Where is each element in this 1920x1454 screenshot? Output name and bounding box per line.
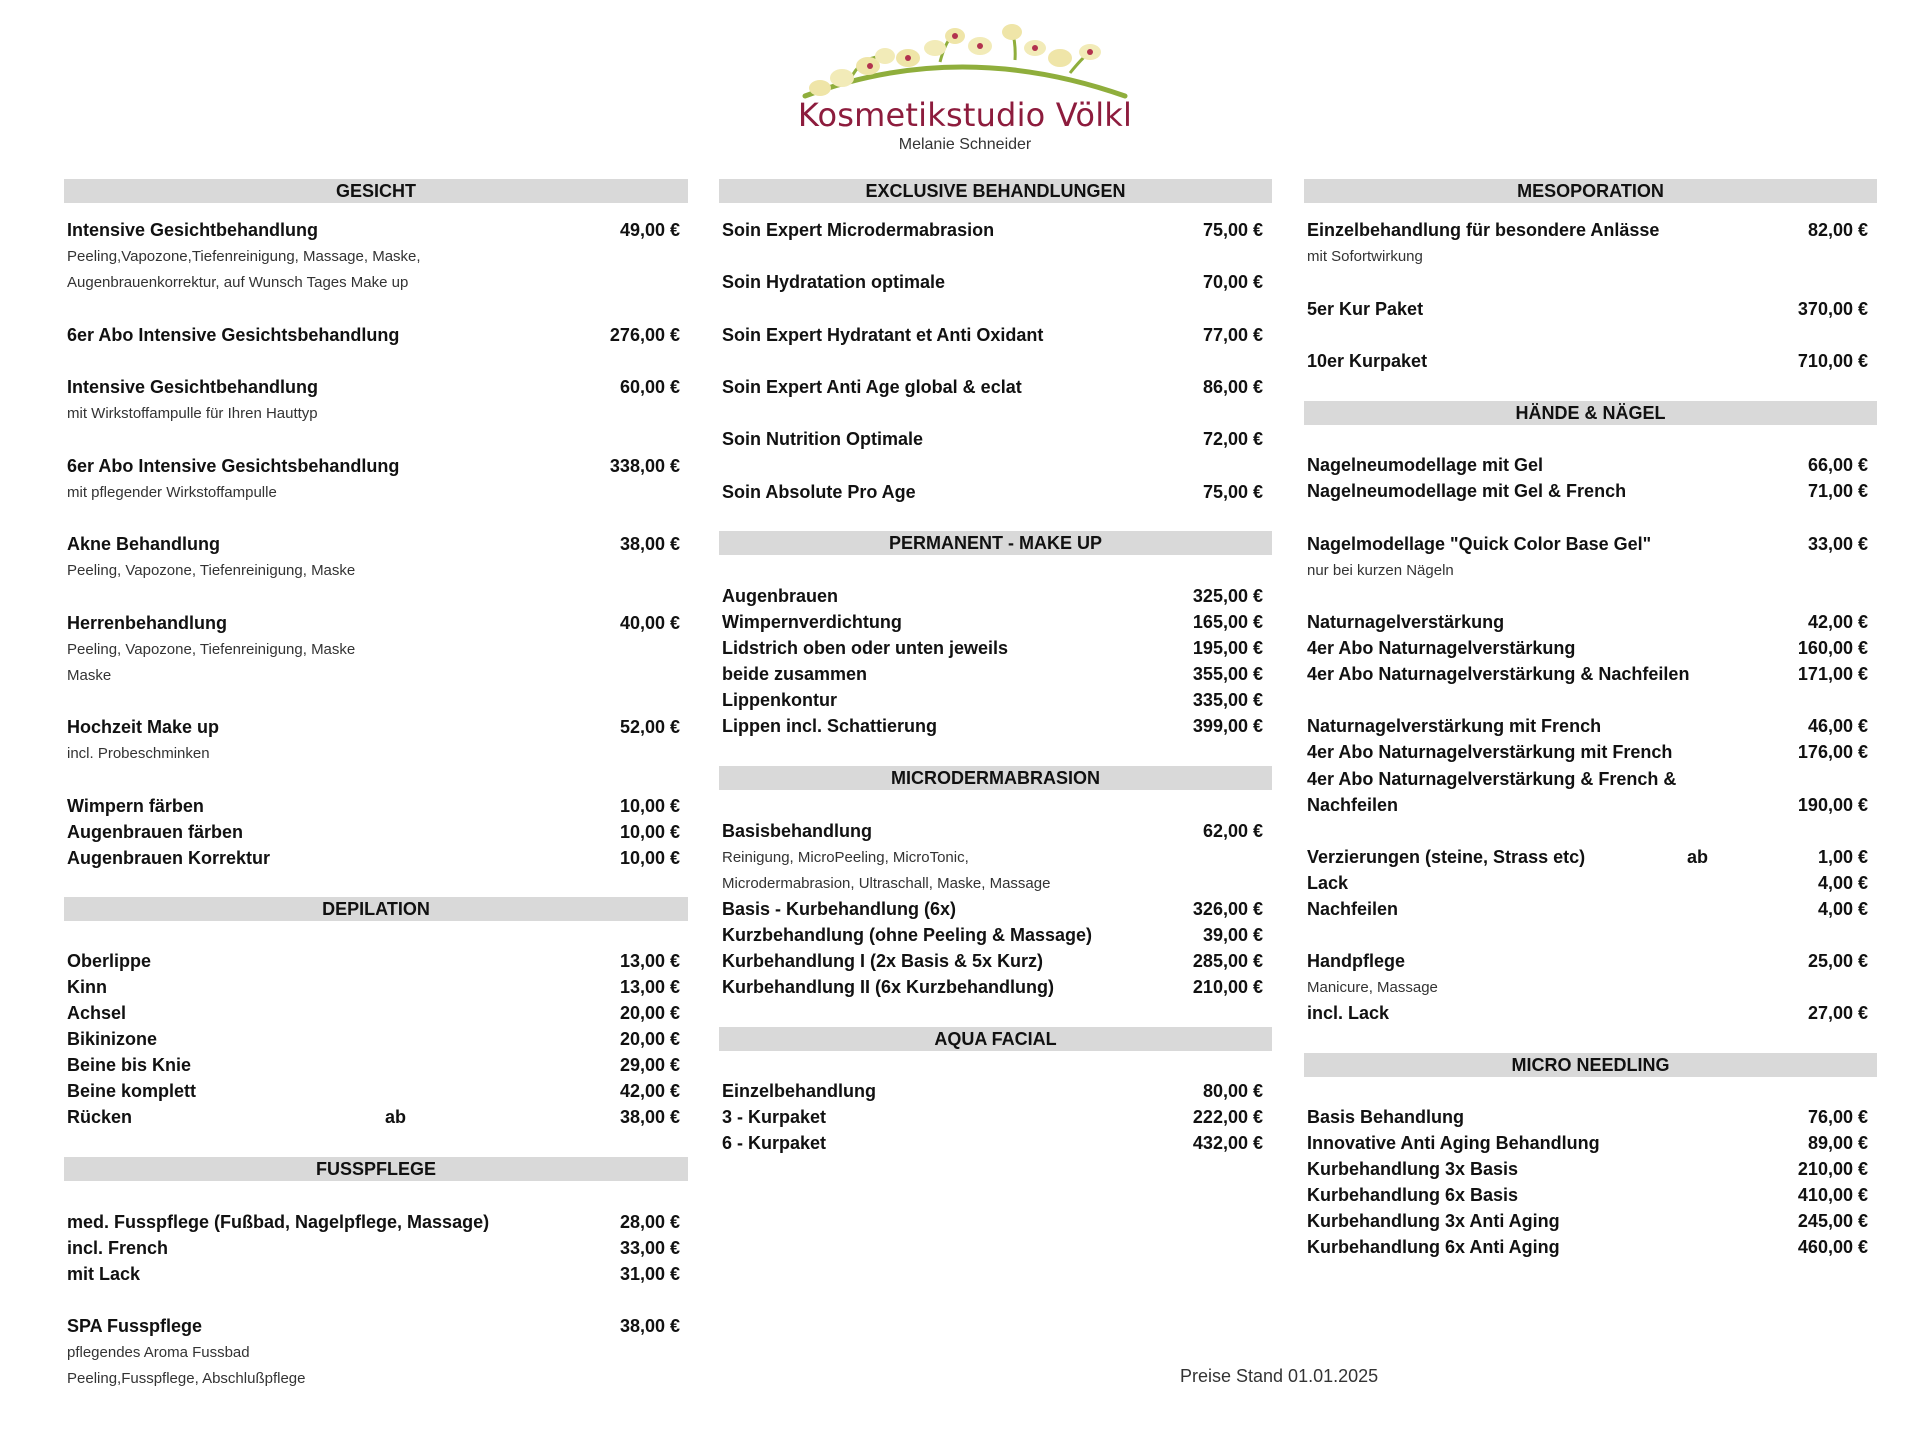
service-name: SPA Fusspflege bbox=[67, 1316, 203, 1336]
price-row bbox=[722, 818, 1263, 844]
service-name: Oberlippe bbox=[67, 951, 152, 971]
service-price: 210,00 € bbox=[1192, 977, 1263, 997]
service-price: 4,00 € bbox=[1817, 873, 1868, 893]
service-price: 13,00 € bbox=[619, 951, 680, 971]
service-price: 62,00 € bbox=[1202, 821, 1263, 841]
service-price: 4,00 € bbox=[1817, 899, 1868, 919]
service-name: 3 - Kurpaket bbox=[722, 1107, 827, 1127]
service-price: 176,00 € bbox=[1797, 742, 1868, 762]
service-price: 195,00 € bbox=[1192, 638, 1263, 658]
service-name: Soin Expert Anti Age global & eclat bbox=[722, 377, 1022, 397]
service-price: 27,00 € bbox=[1807, 1003, 1868, 1023]
service-price: 410,00 € bbox=[1797, 1185, 1868, 1205]
service-name: 4er Abo Naturnagelverstärkung & Nachfeilen bbox=[1307, 664, 1690, 684]
studio-logo bbox=[790, 18, 1140, 158]
service-name: Herrenbehandlung bbox=[67, 613, 228, 633]
service-name: med. Fusspflege (Fußbad, Nagelpflege, Massage) bbox=[67, 1212, 490, 1232]
service-description: incl. Probeschminken bbox=[67, 745, 210, 762]
price-row bbox=[722, 948, 1263, 974]
price-row bbox=[722, 635, 1263, 661]
service-price: 72,00 € bbox=[1202, 429, 1263, 449]
service-price: 335,00 € bbox=[1192, 690, 1263, 710]
service-description: Maske bbox=[67, 667, 112, 684]
service-name: Wimpern färben bbox=[67, 796, 204, 816]
service-name: Basis - Kurbehandlung (6x) bbox=[722, 899, 957, 919]
service-price: 52,00 € bbox=[619, 717, 680, 737]
service-name: Augenbrauen färben bbox=[67, 822, 244, 842]
price-row bbox=[722, 1078, 1263, 1104]
service-name: beide zusammen bbox=[722, 664, 868, 684]
service-price: 325,00 € bbox=[1192, 586, 1263, 606]
price-row bbox=[722, 374, 1263, 400]
price-row bbox=[1307, 1130, 1868, 1156]
price-from-label: ab bbox=[1687, 847, 1709, 867]
price-row bbox=[1307, 792, 1868, 818]
price-row bbox=[1307, 713, 1868, 739]
price-row bbox=[1307, 452, 1868, 478]
price-row bbox=[1307, 1182, 1868, 1208]
service-name: Intensive Gesichtbehandlung bbox=[67, 377, 319, 397]
price-row bbox=[722, 922, 1263, 948]
service-price: 77,00 € bbox=[1202, 325, 1263, 345]
service-name: Basis Behandlung bbox=[1307, 1107, 1465, 1127]
price-row bbox=[67, 322, 680, 348]
section-header-haende-naegel: HÄNDE & NÄGEL bbox=[1304, 401, 1877, 425]
price-row bbox=[722, 687, 1263, 713]
service-name: Nagelmodellage "Quick Color Base Gel" bbox=[1307, 534, 1652, 554]
service-price: 71,00 € bbox=[1807, 481, 1868, 501]
price-row bbox=[722, 896, 1263, 922]
section-header-aqua-facial: AQUA FACIAL bbox=[719, 1027, 1272, 1051]
service-name: Kurbehandlung 6x Anti Aging bbox=[1307, 1237, 1560, 1257]
service-price: 245,00 € bbox=[1797, 1211, 1868, 1231]
service-description: mit pflegender Wirkstoffampulle bbox=[67, 484, 277, 501]
service-description: Manicure, Massage bbox=[1307, 979, 1438, 996]
service-price: 10,00 € bbox=[619, 822, 680, 842]
service-name: Kurbehandlung 3x Basis bbox=[1307, 1159, 1519, 1179]
service-description: Peeling, Vapozone, Tiefenreinigung, Maske bbox=[67, 641, 356, 658]
price-row bbox=[67, 610, 680, 636]
service-name: Augenbrauen Korrektur bbox=[67, 848, 271, 868]
price-row bbox=[1307, 1234, 1868, 1260]
price-row bbox=[1307, 635, 1868, 661]
service-name: Nagelneumodellage mit Gel bbox=[1307, 455, 1544, 475]
service-name: Einzelbehandlung für besondere Anlässe bbox=[1307, 220, 1660, 240]
section-header-microdermabrasion: MICRODERMABRASION bbox=[719, 766, 1272, 790]
service-name: Soin Absolute Pro Age bbox=[722, 482, 916, 502]
owner-name: Melanie Schneider bbox=[898, 136, 1032, 153]
service-price: 70,00 € bbox=[1202, 272, 1263, 292]
service-price: 1,00 € bbox=[1817, 847, 1868, 867]
price-row bbox=[67, 531, 680, 557]
service-name: Kurbehandlung 6x Basis bbox=[1307, 1185, 1519, 1205]
service-price: 370,00 € bbox=[1797, 299, 1868, 319]
price-row bbox=[1307, 661, 1868, 687]
service-name: Nachfeilen bbox=[1307, 899, 1399, 919]
service-price: 33,00 € bbox=[1807, 534, 1868, 554]
section-header-gesicht: GESICHT bbox=[64, 179, 688, 203]
service-price: 29,00 € bbox=[619, 1055, 680, 1075]
service-price: 355,00 € bbox=[1192, 664, 1263, 684]
service-description: nur bei kurzen Nägeln bbox=[1307, 562, 1454, 579]
service-price: 165,00 € bbox=[1192, 612, 1263, 632]
service-name: Lidstrich oben oder unten jeweils bbox=[722, 638, 1009, 658]
price-row bbox=[67, 819, 680, 845]
service-name: Soin Nutrition Optimale bbox=[722, 429, 923, 449]
service-price: 89,00 € bbox=[1807, 1133, 1868, 1153]
service-price: 171,00 € bbox=[1797, 664, 1868, 684]
service-name: Nagelneumodellage mit Gel & French bbox=[1307, 481, 1627, 501]
service-name: 4er Abo Naturnagelverstärkung mit French bbox=[1307, 742, 1673, 762]
service-description: Microdermabrasion, Ultraschall, Maske, Massage bbox=[722, 875, 1051, 892]
service-price: 10,00 € bbox=[619, 796, 680, 816]
service-name: Kurbehandlung 3x Anti Aging bbox=[1307, 1211, 1560, 1231]
service-price: 40,00 € bbox=[619, 613, 680, 633]
service-price: 432,00 € bbox=[1192, 1133, 1263, 1153]
service-price: 710,00 € bbox=[1797, 351, 1868, 371]
service-price: 222,00 € bbox=[1192, 1107, 1263, 1127]
section-header-depilation: DEPILATION bbox=[64, 897, 688, 921]
service-price: 33,00 € bbox=[619, 1238, 680, 1258]
service-price: 76,00 € bbox=[1807, 1107, 1868, 1127]
service-price: 285,00 € bbox=[1192, 951, 1263, 971]
service-description: Augenbrauenkorrektur, auf Wunsch Tages Make up bbox=[67, 274, 409, 291]
service-name: 4er Abo Naturnagelverstärkung bbox=[1307, 638, 1576, 658]
service-name: Kurbehandlung I (2x Basis & 5x Kurz) bbox=[722, 951, 1044, 971]
service-price: 460,00 € bbox=[1797, 1237, 1868, 1257]
service-description: mit Sofortwirkung bbox=[1307, 248, 1423, 265]
price-row bbox=[722, 583, 1263, 609]
service-name: Handpflege bbox=[1307, 951, 1406, 971]
price-row bbox=[722, 217, 1263, 243]
price-row bbox=[1307, 609, 1868, 635]
price-row bbox=[722, 426, 1263, 452]
service-name: Soin Expert Hydratant et Anti Oxidant bbox=[722, 325, 1044, 345]
service-price: 82,00 € bbox=[1807, 220, 1868, 240]
price-row bbox=[67, 217, 680, 243]
service-price: 13,00 € bbox=[619, 977, 680, 997]
service-name: incl. Lack bbox=[1307, 1003, 1390, 1023]
price-row bbox=[722, 609, 1263, 635]
service-name: Intensive Gesichtbehandlung bbox=[67, 220, 319, 240]
service-name: 4er Abo Naturnagelverstärkung & French & bbox=[1307, 769, 1677, 789]
orchid-branch-icon bbox=[790, 18, 1140, 108]
service-name: Lippen incl. Schattierung bbox=[722, 716, 938, 736]
price-row bbox=[1307, 531, 1868, 557]
price-row bbox=[67, 714, 680, 740]
price-row bbox=[67, 845, 680, 871]
price-row bbox=[722, 1130, 1263, 1156]
price-row bbox=[1307, 217, 1868, 243]
service-price: 75,00 € bbox=[1202, 482, 1263, 502]
section-header-mesoporation: MESOPORATION bbox=[1304, 179, 1877, 203]
service-name: Einzelbehandlung bbox=[722, 1081, 877, 1101]
section-header-exclusive: EXCLUSIVE BEHANDLUNGEN bbox=[719, 179, 1272, 203]
price-row bbox=[722, 713, 1263, 739]
service-price: 38,00 € bbox=[619, 1107, 680, 1127]
price-row bbox=[67, 948, 680, 974]
service-price: 338,00 € bbox=[609, 456, 680, 476]
price-row bbox=[722, 974, 1263, 1000]
service-name: Kinn bbox=[67, 977, 107, 997]
price-row bbox=[67, 1235, 680, 1261]
service-price: 20,00 € bbox=[619, 1003, 680, 1023]
service-name: Beine bis Knie bbox=[67, 1055, 192, 1075]
price-row bbox=[67, 1026, 680, 1052]
service-price: 160,00 € bbox=[1797, 638, 1868, 658]
price-row bbox=[67, 374, 680, 400]
service-price: 75,00 € bbox=[1202, 220, 1263, 240]
service-price: 66,00 € bbox=[1807, 455, 1868, 475]
service-price: 49,00 € bbox=[619, 220, 680, 240]
service-price: 10,00 € bbox=[619, 848, 680, 868]
service-price: 20,00 € bbox=[619, 1029, 680, 1049]
price-row bbox=[1307, 766, 1868, 792]
service-name: Lippenkontur bbox=[722, 690, 837, 710]
service-price: 86,00 € bbox=[1202, 377, 1263, 397]
service-name: Lack bbox=[1307, 873, 1349, 893]
service-name: Hochzeit Make up bbox=[67, 717, 220, 737]
service-name: Soin Expert Microdermabrasion bbox=[722, 220, 995, 240]
service-price: 276,00 € bbox=[609, 325, 680, 345]
service-name: Wimpernverdichtung bbox=[722, 612, 902, 632]
price-row bbox=[1307, 948, 1868, 974]
service-name: 5er Kur Paket bbox=[1307, 299, 1424, 319]
service-name: Innovative Anti Aging Behandlung bbox=[1307, 1133, 1600, 1153]
price-row bbox=[67, 453, 680, 479]
price-row bbox=[1307, 870, 1868, 896]
service-description: Peeling,Vapozone,Tiefenreinigung, Massage, Maske, bbox=[67, 248, 421, 265]
service-price: 210,00 € bbox=[1797, 1159, 1868, 1179]
service-name: Kurbehandlung II (6x Kurzbehandlung) bbox=[722, 977, 1054, 997]
price-row bbox=[67, 1104, 680, 1130]
service-price: 39,00 € bbox=[1202, 925, 1263, 945]
service-name: Rücken bbox=[67, 1107, 133, 1127]
price-date-footer: Preise Stand 01.01.2025 bbox=[1180, 1366, 1379, 1386]
section-header-fusspflege: FUSSPFLEGE bbox=[64, 1157, 688, 1181]
service-name: Soin Hydratation optimale bbox=[722, 272, 946, 292]
service-name: 6er Abo Intensive Gesichtsbehandlung bbox=[67, 325, 400, 345]
service-price: 38,00 € bbox=[619, 1316, 680, 1336]
price-row bbox=[1307, 844, 1868, 870]
price-row bbox=[1307, 1156, 1868, 1182]
service-name: 6 - Kurpaket bbox=[722, 1133, 827, 1153]
service-price: 46,00 € bbox=[1807, 716, 1868, 736]
section-header-permanent-makeup: PERMANENT - MAKE UP bbox=[719, 531, 1272, 555]
price-row bbox=[67, 1313, 680, 1339]
price-from-label: ab bbox=[385, 1107, 407, 1127]
price-row bbox=[722, 479, 1263, 505]
service-price: 38,00 € bbox=[619, 534, 680, 554]
service-name: Beine komplett bbox=[67, 1081, 197, 1101]
service-description: Peeling, Vapozone, Tiefenreinigung, Maske bbox=[67, 562, 356, 579]
service-description: Reinigung, MicroPeeling, MicroTonic, bbox=[722, 849, 969, 866]
service-name: Basisbehandlung bbox=[722, 821, 873, 841]
price-row bbox=[67, 1052, 680, 1078]
service-price: 399,00 € bbox=[1192, 716, 1263, 736]
service-price: 80,00 € bbox=[1202, 1081, 1263, 1101]
service-description: mit Wirkstoffampulle für Ihren Hauttyp bbox=[67, 405, 318, 422]
service-name: Kurzbehandlung (ohne Peeling & Massage) bbox=[722, 925, 1093, 945]
price-row bbox=[67, 974, 680, 1000]
service-name: Achsel bbox=[67, 1003, 127, 1023]
service-name: Augenbrauen bbox=[722, 586, 839, 606]
price-row bbox=[722, 269, 1263, 295]
service-name: Verzierungen (steine, Strass etc) bbox=[1307, 847, 1586, 867]
service-name: Naturnagelverstärkung mit French bbox=[1307, 716, 1602, 736]
service-name: incl. French bbox=[67, 1238, 169, 1258]
price-row bbox=[1307, 1104, 1868, 1130]
price-row bbox=[67, 793, 680, 819]
service-price: 42,00 € bbox=[619, 1081, 680, 1101]
service-name-continued: Nachfeilen bbox=[1307, 795, 1399, 815]
service-price: 326,00 € bbox=[1192, 899, 1263, 919]
price-row bbox=[1307, 348, 1868, 374]
price-row bbox=[1307, 896, 1868, 922]
service-name: Naturnagelverstärkung bbox=[1307, 612, 1505, 632]
price-row bbox=[1307, 739, 1868, 765]
service-price: 31,00 € bbox=[619, 1264, 680, 1284]
service-price: 25,00 € bbox=[1807, 951, 1868, 971]
price-row bbox=[67, 1209, 680, 1235]
price-row bbox=[1307, 478, 1868, 504]
service-price: 42,00 € bbox=[1807, 612, 1868, 632]
service-price: 60,00 € bbox=[619, 377, 680, 397]
price-row bbox=[67, 1000, 680, 1026]
price-row bbox=[722, 1104, 1263, 1130]
price-row bbox=[67, 1261, 680, 1287]
service-price: 28,00 € bbox=[619, 1212, 680, 1232]
service-name: 10er Kurpaket bbox=[1307, 351, 1428, 371]
price-row bbox=[722, 322, 1263, 348]
price-row bbox=[67, 1078, 680, 1104]
price-row bbox=[1307, 1208, 1868, 1234]
section-header-micro-needling: MICRO NEEDLING bbox=[1304, 1053, 1877, 1077]
price-row bbox=[722, 661, 1263, 687]
service-name: Akne Behandlung bbox=[67, 534, 221, 554]
service-price: 190,00 € bbox=[1797, 795, 1868, 815]
service-name: mit Lack bbox=[67, 1264, 141, 1284]
price-row bbox=[1307, 296, 1868, 322]
service-name: Bikinizone bbox=[67, 1029, 158, 1049]
service-description: pflegendes Aroma Fussbad bbox=[67, 1344, 250, 1361]
price-row bbox=[1307, 1000, 1868, 1026]
service-description: Peeling,Fusspflege, Abschlußpflege bbox=[67, 1370, 306, 1387]
studio-name: Kosmetikstudio Völkl bbox=[797, 96, 1133, 134]
service-name: 6er Abo Intensive Gesichtsbehandlung bbox=[67, 456, 400, 476]
